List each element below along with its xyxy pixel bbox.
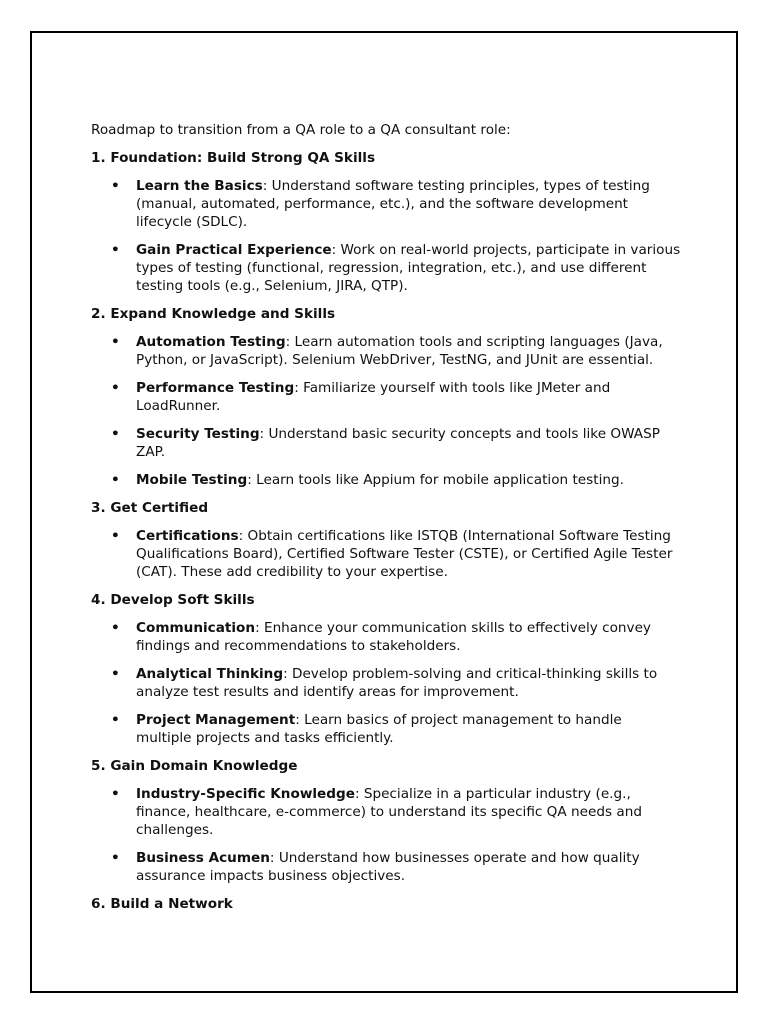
item-description: : Understand software testing principles, types of testing (manual, automated, performance, etc.), and the software development lifecycle (SDLC). [136, 178, 650, 230]
item-term: Performance Testing [136, 380, 295, 396]
bullet-list [91, 177, 681, 295]
item-description: : Develop problem-solving and critical-thinking skills to analyze test results and identify areas for improvement. [136, 666, 658, 700]
bullet-list [91, 619, 681, 747]
bullet-icon: • [111, 712, 120, 728]
bullet-icon: • [111, 666, 120, 682]
item-description: : Understand basic security concepts and tools like OWASP ZAP. [136, 426, 660, 460]
item-description: : Learn basics of project management to handle multiple projects and tasks efficiently. [136, 712, 622, 746]
item-description: : Learn tools like Appium for mobile application testing. [247, 472, 624, 488]
bullet-icon: • [111, 528, 120, 544]
list-item [91, 849, 681, 885]
list-item [91, 379, 681, 415]
item-description: : Learn automation tools and scripting languages (Java, Python, or JavaScript). Selenium WebDriver, TestNG, and JUnit are essential. [136, 334, 663, 368]
bullet-icon: • [111, 850, 120, 866]
bullet-icon: • [111, 380, 120, 396]
document-content [91, 121, 681, 923]
document-page [30, 31, 738, 993]
list-item [91, 785, 681, 839]
item-term: Industry-Specific Knowledge [136, 786, 355, 802]
item-term: Automation Testing [136, 334, 286, 350]
list-item [91, 425, 681, 461]
item-term: Project Management [136, 712, 296, 728]
section-6 [91, 895, 681, 913]
list-item [91, 711, 681, 747]
list-item [91, 527, 681, 581]
section-1 [91, 149, 681, 295]
list-item [91, 333, 681, 369]
item-description: : Understand how businesses operate and how quality assurance impacts business objectives. [136, 850, 640, 884]
section-2 [91, 305, 681, 489]
section-4 [91, 591, 681, 747]
item-term: Analytical Thinking [136, 666, 284, 682]
list-item [91, 177, 681, 231]
item-term: Gain Practical Experience [136, 242, 332, 258]
section-heading: 4. Develop Soft Skills [91, 592, 255, 608]
item-term: Business Acumen [136, 850, 270, 866]
intro-text: Roadmap to transition from a QA role to a QA consultant role: [91, 122, 511, 138]
section-heading: 5. Gain Domain Knowledge [91, 758, 298, 774]
item-description: : Work on real-world projects, participate in various types of testing (functional, regression, integration, etc.), and use different testing tools (e.g., Selenium, JIRA, QTP). [136, 242, 681, 294]
bullet-icon: • [111, 178, 120, 194]
bullet-icon: • [111, 472, 120, 488]
item-term: Mobile Testing [136, 472, 248, 488]
list-item [91, 665, 681, 701]
item-description: : Obtain certifications like ISTQB (International Software Testing Qualifications Board), Certified Software Tester (CSTE), or Certified Agile Tester (CAT). These add credibility to your expertise. [136, 528, 673, 580]
bullet-icon: • [111, 620, 120, 636]
bullet-icon: • [111, 334, 120, 350]
bullet-list [91, 333, 681, 489]
item-term: Security Testing [136, 426, 260, 442]
list-item [91, 619, 681, 655]
item-description: : Familiarize yourself with tools like JMeter and LoadRunner. [136, 380, 611, 414]
item-description: : Specialize in a particular industry (e.g., finance, healthcare, e-commerce) to understand its specific QA needs and challenges. [136, 786, 642, 838]
bullet-icon: • [111, 426, 120, 442]
bullet-icon: • [111, 242, 120, 258]
item-term: Certifications [136, 528, 239, 544]
item-term: Communication [136, 620, 256, 636]
list-item [91, 471, 681, 489]
bullet-list [91, 785, 681, 885]
bullet-list [91, 527, 681, 581]
section-5 [91, 757, 681, 885]
section-heading: 2. Expand Knowledge and Skills [91, 306, 336, 322]
list-item [91, 241, 681, 295]
item-term: Learn the Basics [136, 178, 263, 194]
item-description: : Enhance your communication skills to effectively convey findings and recommendations to stakeholders. [136, 620, 651, 654]
section-heading: 1. Foundation: Build Strong QA Skills [91, 150, 376, 166]
section-3 [91, 499, 681, 581]
section-heading: 6. Build a Network [91, 896, 233, 912]
bullet-icon: • [111, 786, 120, 802]
section-heading: 3. Get Certified [91, 500, 209, 516]
